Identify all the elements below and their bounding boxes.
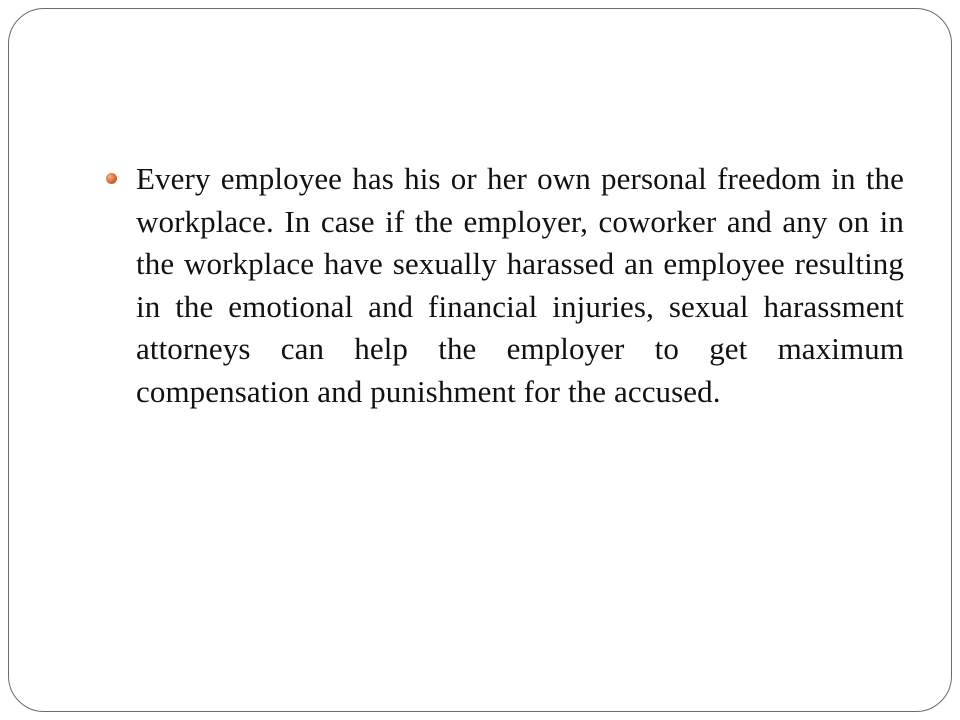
slide-content bbox=[104, 158, 904, 414]
bullet-dot-icon bbox=[106, 173, 117, 184]
bullet-item bbox=[104, 158, 904, 414]
bullet-text: Every employee has his or her own personal freedom in the workplace. In case if the employer, coworker and any on in the workplace have sexually harassed an employee resulting in the emotional and financial injuries, sexual harassment attorneys can help the employer to get maximum compensation and punishment for the accused. bbox=[136, 161, 904, 409]
